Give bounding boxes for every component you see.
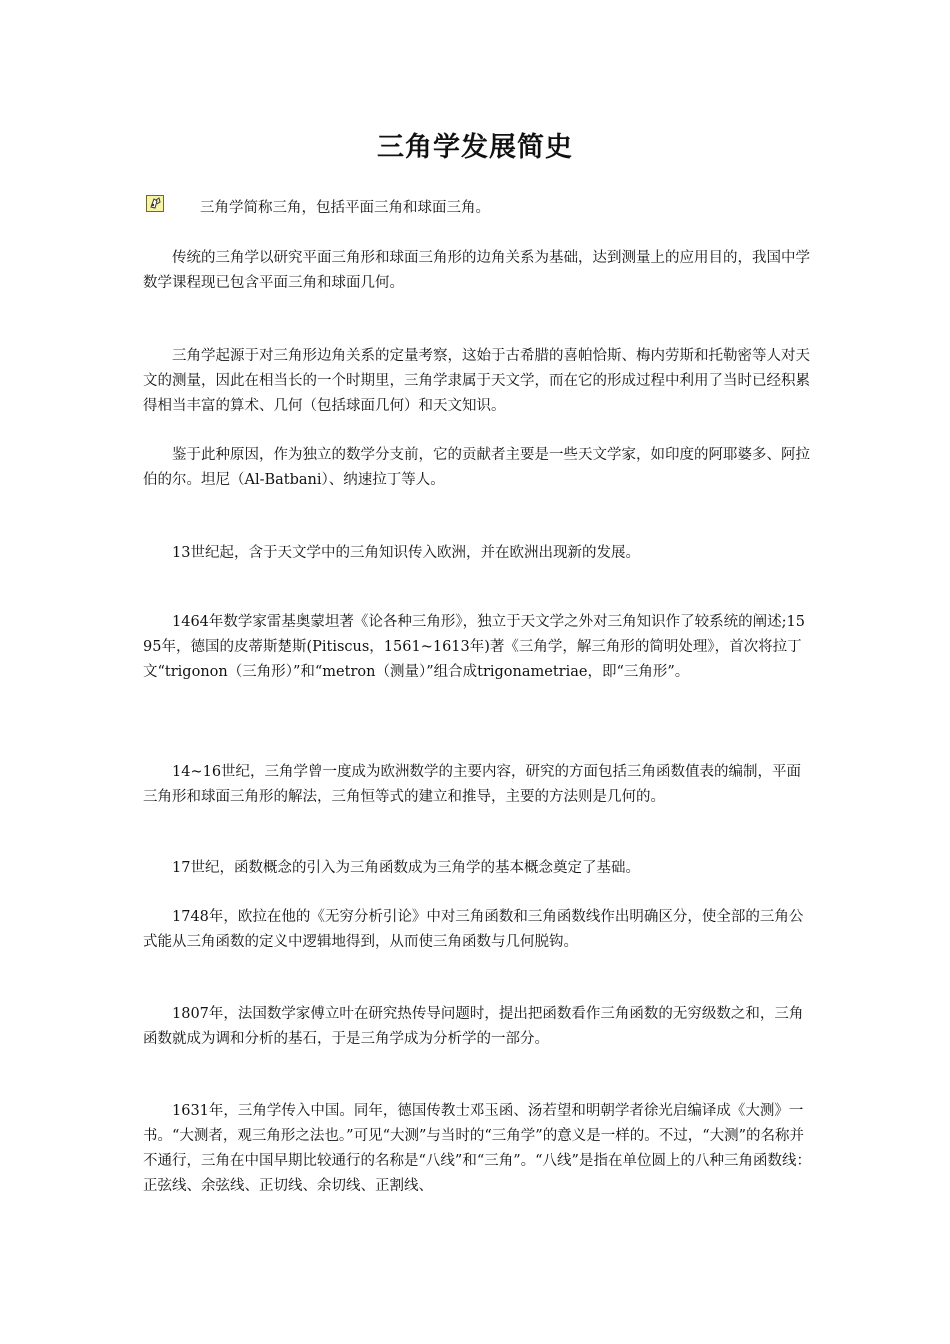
paragraph-2: 三角学起源于对三角形边角关系的定量考察，这始于古希腊的喜帕恰斯、梅内劳斯和托勒密等人对天文的测量，因此在相当长的一个时期里，三角学隶属于天文学，而在它的形成过程中利用了当时已经积累得相当丰富的算术、几何（包括球面几何）和天文知识。 [143,348,810,414]
paragraph-4: 13世纪起，含于天文学中的三角知识传入欧洲，并在欧洲出现新的发展。 [172,545,640,561]
paragraph-8: 1748年，欧拉在他的《无穷分析引论》中对三角函数和三角函数线作出明确区分，使全部的三角公式能从三角函数的定义中逻辑地得到，从而使三角函数与几何脱钩。 [143,909,804,950]
paragraph-10: 1631年，三角学传入中国。同年，德国传教士邓玉函、汤若望和明朝学者徐光启编译成《大测》一书。“大测者，观三角形之法也。”可见“大测”与当时的“三角学”的意义是一样的。不过，“大测”的名称并不通行，三角在中国早期比较通行的名称是“八线”和“三角”。“八线”是指在单位圆上的八种三角函数线：正弦线、余弦线、正切线、余切线、正割线、 [143,1103,811,1194]
paragraph-5: 1464年数学家雷基奥蒙坦著《论各种三角形》，独立于天文学之外对三角知识作了较系统的阐述;1595年，德国的皮蒂斯楚斯(Pitiscus，1561~1613年)著《三角学，解三角形的简明处理》，首次将拉丁文“trigonon（三角形）”和“metron（测量）”组合成trigonametriae，即“三角形”。 [143,614,805,680]
paragraph-3: 鉴于此种原因，作为独立的数学分支前，它的贡献者主要是一些天文学家，如印度的阿耶婆多、阿拉伯的尔。坦尼（Al-Batbani）、纳速拉丁等人。 [143,447,810,488]
document-note-icon [146,195,164,212]
paragraph-7: 17世纪，函数概念的引入为三角函数成为三角学的基本概念奠定了基础。 [172,860,640,876]
intro-text: 三角学简称三角，包括平面三角和球面三角。 [200,200,490,216]
paragraph-1: 传统的三角学以研究平面三角形和球面三角形的边角关系为基础，达到测量上的应用目的，我国中学数学课程现已包含平面三角和球面几何。 [143,250,810,291]
paragraph-6: 14~16世纪，三角学曾一度成为欧洲数学的主要内容，研究的方面包括三角函数值表的编制，平面三角形和球面三角形的解法，三角恒等式的建立和推导，主要的方法则是几何的。 [143,764,802,805]
page-title: 三角学发展简史 [377,132,573,163]
paragraph-9: 1807年，法国数学家傅立叶在研究热传导问题时，提出把函数看作三角函数的无穷级数之和，三角函数就成为调和分析的基石，于是三角学成为分析学的一部分。 [143,1006,804,1047]
